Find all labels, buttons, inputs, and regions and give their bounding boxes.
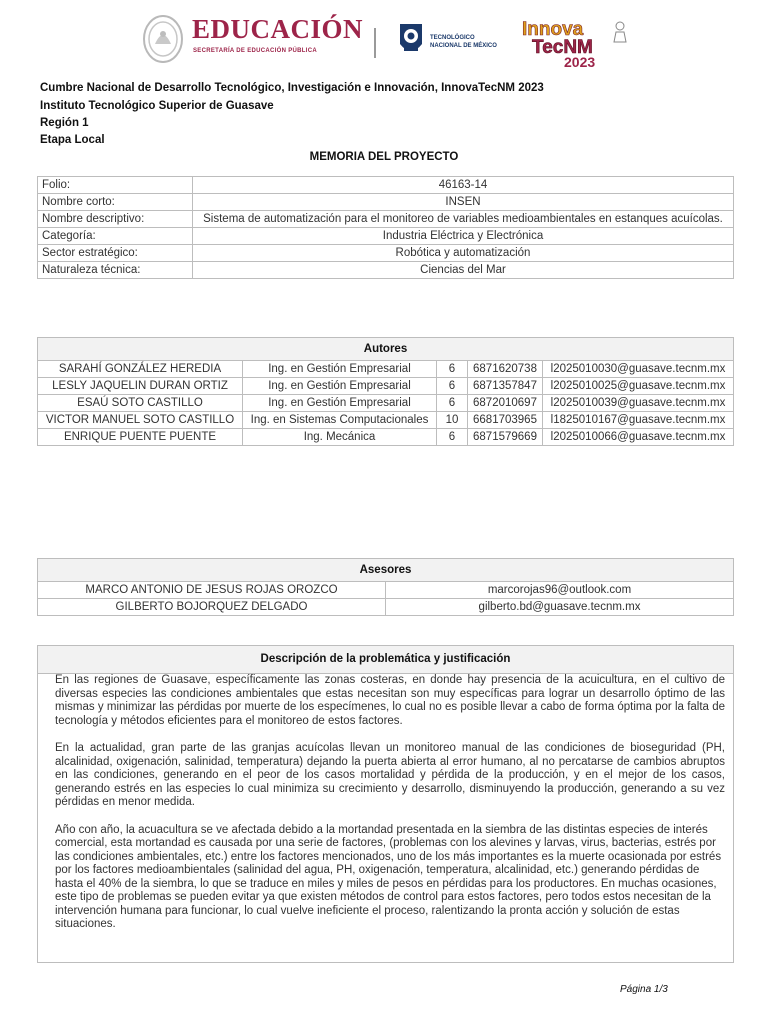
table-row (38, 211, 734, 228)
author-phone: 6871357847 (468, 378, 543, 395)
mexico-seal-icon (142, 14, 184, 64)
tecnm-text (430, 34, 497, 50)
advisor-email: gilberto.bd@guasave.tecnm.mx (386, 599, 734, 616)
author-name: ESAÚ SOTO CASTILLO (38, 395, 243, 412)
advisor-name: GILBERTO BOJORQUEZ DELGADO (38, 599, 386, 616)
author-career: Ing. en Gestión Empresarial (243, 395, 437, 412)
document-header (0, 0, 768, 70)
innova-line1: Innova (522, 19, 584, 40)
event-name: Cumbre Nacional de Desarrollo Tecnológico, Investigación e Innovación, InnovaTecNM 2023 (40, 82, 544, 94)
document-title: MEMORIA DEL PROYECTO (309, 151, 459, 163)
advisor-email: marcorojas96@outlook.com (386, 582, 734, 599)
advisors-table (37, 558, 734, 616)
table-row (38, 378, 734, 395)
author-phone: 6681703965 (468, 412, 543, 429)
page-number: Página 1/3 (620, 984, 668, 995)
author-email: l2025010039@guasave.tecnm.mx (543, 395, 734, 412)
description-text (55, 674, 725, 946)
description-paragraph-2: En la actualidad, gran parte de las granjas acuícolas llevan un monitoreo manual de las condiciones de bioseguridad (PH, alcalinidad, oxigenación, salinidad, temperatura) dejando la puerta abierta al error humano, al no percatarse de cambios abruptos en las condiciones, generando en el peor de los casos mortalidad y pérdida de la producción, y en el mejor de los casos, generando estrés en las especies lo cual minimiza su crecimiento y desarrollo, disminuyendo la producción, generando a su vez pérdidas en menor medida. (55, 742, 725, 808)
info-value: Robótica y automatización (193, 245, 734, 262)
table-header-row (38, 559, 734, 582)
table-row (38, 177, 734, 194)
info-label: Nombre descriptivo: (38, 211, 193, 228)
authors-table (37, 337, 734, 446)
tecnm-text-line2: NACIONAL DE MÉXICO (430, 43, 497, 49)
table-header-row (38, 338, 734, 361)
author-email: l2025010025@guasave.tecnm.mx (543, 378, 734, 395)
innova-line2: TecNM (532, 37, 593, 58)
table-row (38, 429, 734, 446)
author-semester: 6 (437, 429, 468, 446)
educacion-wordmark: EDUCACIÓN (192, 14, 364, 44)
author-name: ENRIQUE PUENTE PUENTE (38, 429, 243, 446)
innova-tecnm-logo (520, 16, 630, 70)
info-value: INSEN (193, 194, 734, 211)
author-email: l2025010066@guasave.tecnm.mx (543, 429, 734, 446)
info-label: Categoría: (38, 228, 193, 245)
author-name: LESLY JAQUELIN DURAN ORTIZ (38, 378, 243, 395)
description-paragraph-1: En las regiones de Guasave, específicamente las zonas costeras, en donde hay presencia de la acuicultura, en el cultivo de diversas especies las condiciones ambientales que estas necesitan son muy específicas para lograr un desarrollo óptimo de las mismas y minimizar las pérdidas por muerte de los especímenes, lo cual no es posible llevar a cabo de forma óptima por la falta de tecnología y métodos eficientes para el monitoreo de estos factores. (55, 674, 725, 727)
region: Región 1 (40, 117, 89, 129)
info-value: Ciencias del Mar (193, 262, 734, 279)
info-label: Folio: (38, 177, 193, 194)
author-career: Ing. en Sistemas Computacionales (243, 412, 437, 429)
table-row (38, 245, 734, 262)
table-row (38, 194, 734, 211)
advisor-name: MARCO ANTONIO DE JESUS ROJAS OROZCO (38, 582, 386, 599)
info-label: Sector estratégico: (38, 245, 193, 262)
author-semester: 6 (437, 378, 468, 395)
table-row (38, 395, 734, 412)
institute-name: Instituto Tecnológico Superior de Guasave (40, 100, 274, 112)
stage: Etapa Local (40, 134, 105, 146)
author-phone: 6871620738 (468, 361, 543, 378)
author-career: Ing. en Gestión Empresarial (243, 378, 437, 395)
author-career: Ing. en Gestión Empresarial (243, 361, 437, 378)
tecnm-text-line1: TECNOLÓGICO (430, 35, 475, 41)
author-name: VICTOR MANUEL SOTO CASTILLO (38, 412, 243, 429)
author-name: SARAHÍ GONZÁLEZ HEREDIA (38, 361, 243, 378)
tecnm-logo-icon (396, 18, 426, 62)
table-row (38, 228, 734, 245)
table-row (38, 361, 734, 378)
sep-subtitle: SECRETARÍA DE EDUCACIÓN PÚBLICA (193, 48, 317, 54)
advisors-header: Asesores (38, 559, 734, 582)
table-row (38, 262, 734, 279)
description-header: Descripción de la problemática y justificación (37, 645, 734, 674)
author-email: l2025010030@guasave.tecnm.mx (543, 361, 734, 378)
info-value: Sistema de automatización para el monitoreo de variables medioambientales en estanques acuícolas. (193, 211, 734, 228)
innova-year: 2023 (564, 54, 596, 70)
info-value: Industria Eléctrica y Electrónica (193, 228, 734, 245)
author-semester: 6 (437, 395, 468, 412)
info-value: 46163-14 (193, 177, 734, 194)
description-paragraph-3: Año con año, la acuacultura se ve afectada debido a la mortandad presentada en la siembra de las distintas especies de interés comercial, esta mortandad es causada por una serie de factores, (problemas con los alevines y larvas, virus, bacterias, estrés por las condiciones ambientales, etc.) entre los factores mencionados, uno de los más importantes es la muerte ocasionada por estrés por los factores medioambientales (salinidad del agua, PH, oxigenación, temperatura, alcalinidad, etc.) generando pérdidas de hasta el 40% de la siembra, lo que se traduce en miles y miles de pesos en pérdidas para los productores. En muchas ocasiones, este tipo de problemas se pueden evitar ya que existen métodos de control para estos factores, pero todos estos necesitan de la intervención humana para funcionar, lo cual vuelve ineficiente el proceso, ralentizando la pronta acción y solución de estas situaciones. (55, 823, 722, 930)
author-semester: 10 (437, 412, 468, 429)
table-row (38, 412, 734, 429)
info-label: Naturaleza técnica: (38, 262, 193, 279)
info-label: Nombre corto: (38, 194, 193, 211)
author-email: l1825010167@guasave.tecnm.mx (543, 412, 734, 429)
author-phone: 6872010697 (468, 395, 543, 412)
table-row (38, 582, 734, 599)
author-career: Ing. Mecánica (243, 429, 437, 446)
author-phone: 6871579669 (468, 429, 543, 446)
header-divider (374, 28, 376, 58)
author-semester: 6 (437, 361, 468, 378)
project-info-table (37, 176, 734, 279)
authors-header: Autores (38, 338, 734, 361)
table-row (38, 599, 734, 616)
